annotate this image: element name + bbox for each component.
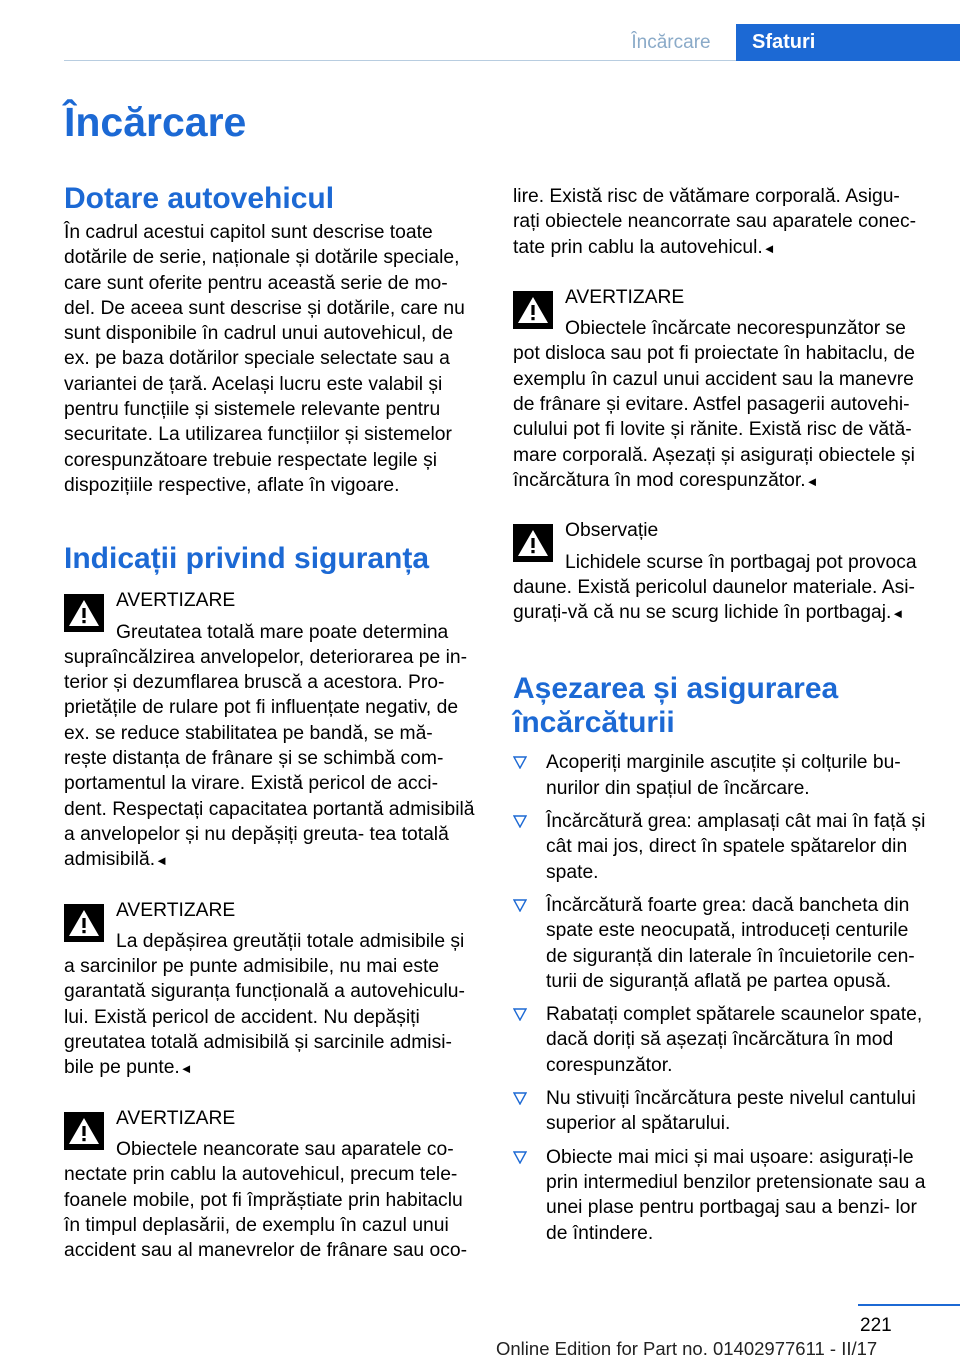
warning-title: AVERTIZARE [565,286,685,308]
warning-title: AVERTIZARE [116,1107,236,1129]
list-item: Încărcătură grea: amplasați cât mai în față și cât mai jos, direct în spatele spătarelor din spate. [513,809,931,885]
warning-block [64,898,478,1082]
dotare-heading: Dotare autovehicul [64,182,335,215]
end-mark: ◄ [891,606,905,622]
triangle-bullet-icon [513,815,527,828]
warning-text: La depășirea greutății totale admisibile și a sarcinilor pe punte admisibile, nu mai este garantată siguranța funcțională a autovehiculu‐ lui. Există pericol de accident. Nu depășiți greutatea totală admisibilă și sarcinile admisi‐ bile pe punte. [64,930,465,1079]
right-column [513,184,931,1246]
warning-icon [64,904,104,942]
asezare-heading: Așezarea și asigurarea încărcăturii [513,672,839,740]
left-column [64,182,478,1263]
list-item: Rabatați complet spătarele scaunelor spate, dacă doriți să așezați încărcătura în mod corespunzător. [513,1002,931,1078]
loading-tips-list [513,750,931,1245]
warning-text: Obiectele încărcate necorespunzător se pot disloca sau pot fi proiectate în habitaclu, de exemplu în cazul unui accident sau la manevre de frânare și evitare. Astfel pasagerii autovehi‐ culului pot fi lovite și rănite. Există risc de vătă‐ mare corporală. Așezați și asigurați obiectele și încărcătura în mod corespunzător. [513,318,915,491]
continued-warning-text: lire. Există risc de vătămare corporală. Asigu‐ rați obiectele neancorrate sau aparatele conec‐ tate prin cablu la autovehicul. [513,186,917,258]
list-item: Încărcătură foarte grea: dacă bancheta din spate este neocupată, introduceți centurile de siguranță din laterale în încuietorile cen‐ turii de siguranță aflată pe partea opusă. [513,893,931,994]
warning-title: AVERTIZARE [116,899,236,921]
list-item: Nu stivuiți încărcătura peste nivelul cantului superior al spătarului. [513,1086,931,1137]
warning-text: Greutatea totală mare poate determina supraîncălzirea anvelopelor, deteriorarea pe in‐ terior și dezumflarea bruscă a acestora. Pro‐ prietățile de rulare pot fi influențate negativ, de ex. se reduce stabilitatea pe bandă, se mă‐ rește distanța de frânare și se schimbă com‐ portamentul la virare. Există pericol de acci‐ dent. Respectați capacitatea portantă admisibilă a anvelopelor și nu depășiți greuta‐ tea totală admisibilă. [64,621,475,871]
list-item: Obiecte mai mici și mai ușoare: asigurați-le prin intermediul benzilor pretensionate sau a unei plase pentru portbagaj sau a benzi‐ lor de întindere. [513,1145,931,1246]
siguranta-heading: Indicații privind siguranța [64,542,430,576]
warning-block [64,1106,478,1264]
warning-title: AVERTIZARE [116,590,236,612]
note-block [513,518,931,626]
dotare-body: În cadrul acestui capitol sunt descrise toate dotările de serie, naționale și dotările speciale, care sunt oferite pentru această serie de mo‐ del. De aceea sunt descrise și dotările, care nu sunt disponibile în cadrul unui autovehicul, de ex. pe baza dotărilor speciale selectate sau a variantei de țară. Același lucru este valabil și pentru funcțiile și sistemele relevante pentru securitate. La utilizarea funcțiilor și sistemelor corespunzătoare trebuie respectate legile și dispozițiile respective, aflate în vigoare. [64,222,465,496]
triangle-bullet-icon [513,1092,527,1105]
note-text: Lichidele scurse în portbagaj pot provoca daune. Există pericolul daunelor materiale. Asi‐ gurați-vă că nu se scurg lichide în portbagaj. [513,551,917,624]
note-title: Observație [565,520,659,542]
edition-note: Online Edition for Part no. 01402977611 - II/17 [496,1338,878,1359]
header-section-tab: Încărcare [631,32,711,53]
warning-text: Obiectele neancorate sau aparatele co‐ nectate prin cablu la autovehicul, precum tele‐ foanele mobile, pot fi împrăștiate prin habitaclu în timpul deplasării, de exemplu în cazul unui accident sau al manevrelor de frânare sau oco‐ [64,1138,467,1262]
triangle-bullet-icon [513,1151,527,1164]
end-mark: ◄ [762,240,776,256]
header-chapter-tab: Sfaturi [736,24,960,61]
warning-block [513,285,931,494]
end-mark: ◄ [155,853,168,869]
triangle-bullet-icon [513,1008,527,1021]
warning-icon [513,291,553,329]
end-mark: ◄ [805,473,819,489]
page-number: 221 [860,1315,892,1336]
list-item: Acoperiți marginile ascuțite și colțurile bu‐ nurilor din spațiul de încărcare. [513,750,931,801]
triangle-bullet-icon [513,756,527,769]
triangle-bullet-icon [513,899,527,912]
page-title: Încărcare [64,99,247,145]
warning-icon [64,594,104,632]
footer-rule [858,1304,960,1306]
caution-icon [513,524,553,562]
warning-icon [64,1112,104,1150]
end-mark: ◄ [179,1061,193,1077]
warning-block [64,588,478,873]
